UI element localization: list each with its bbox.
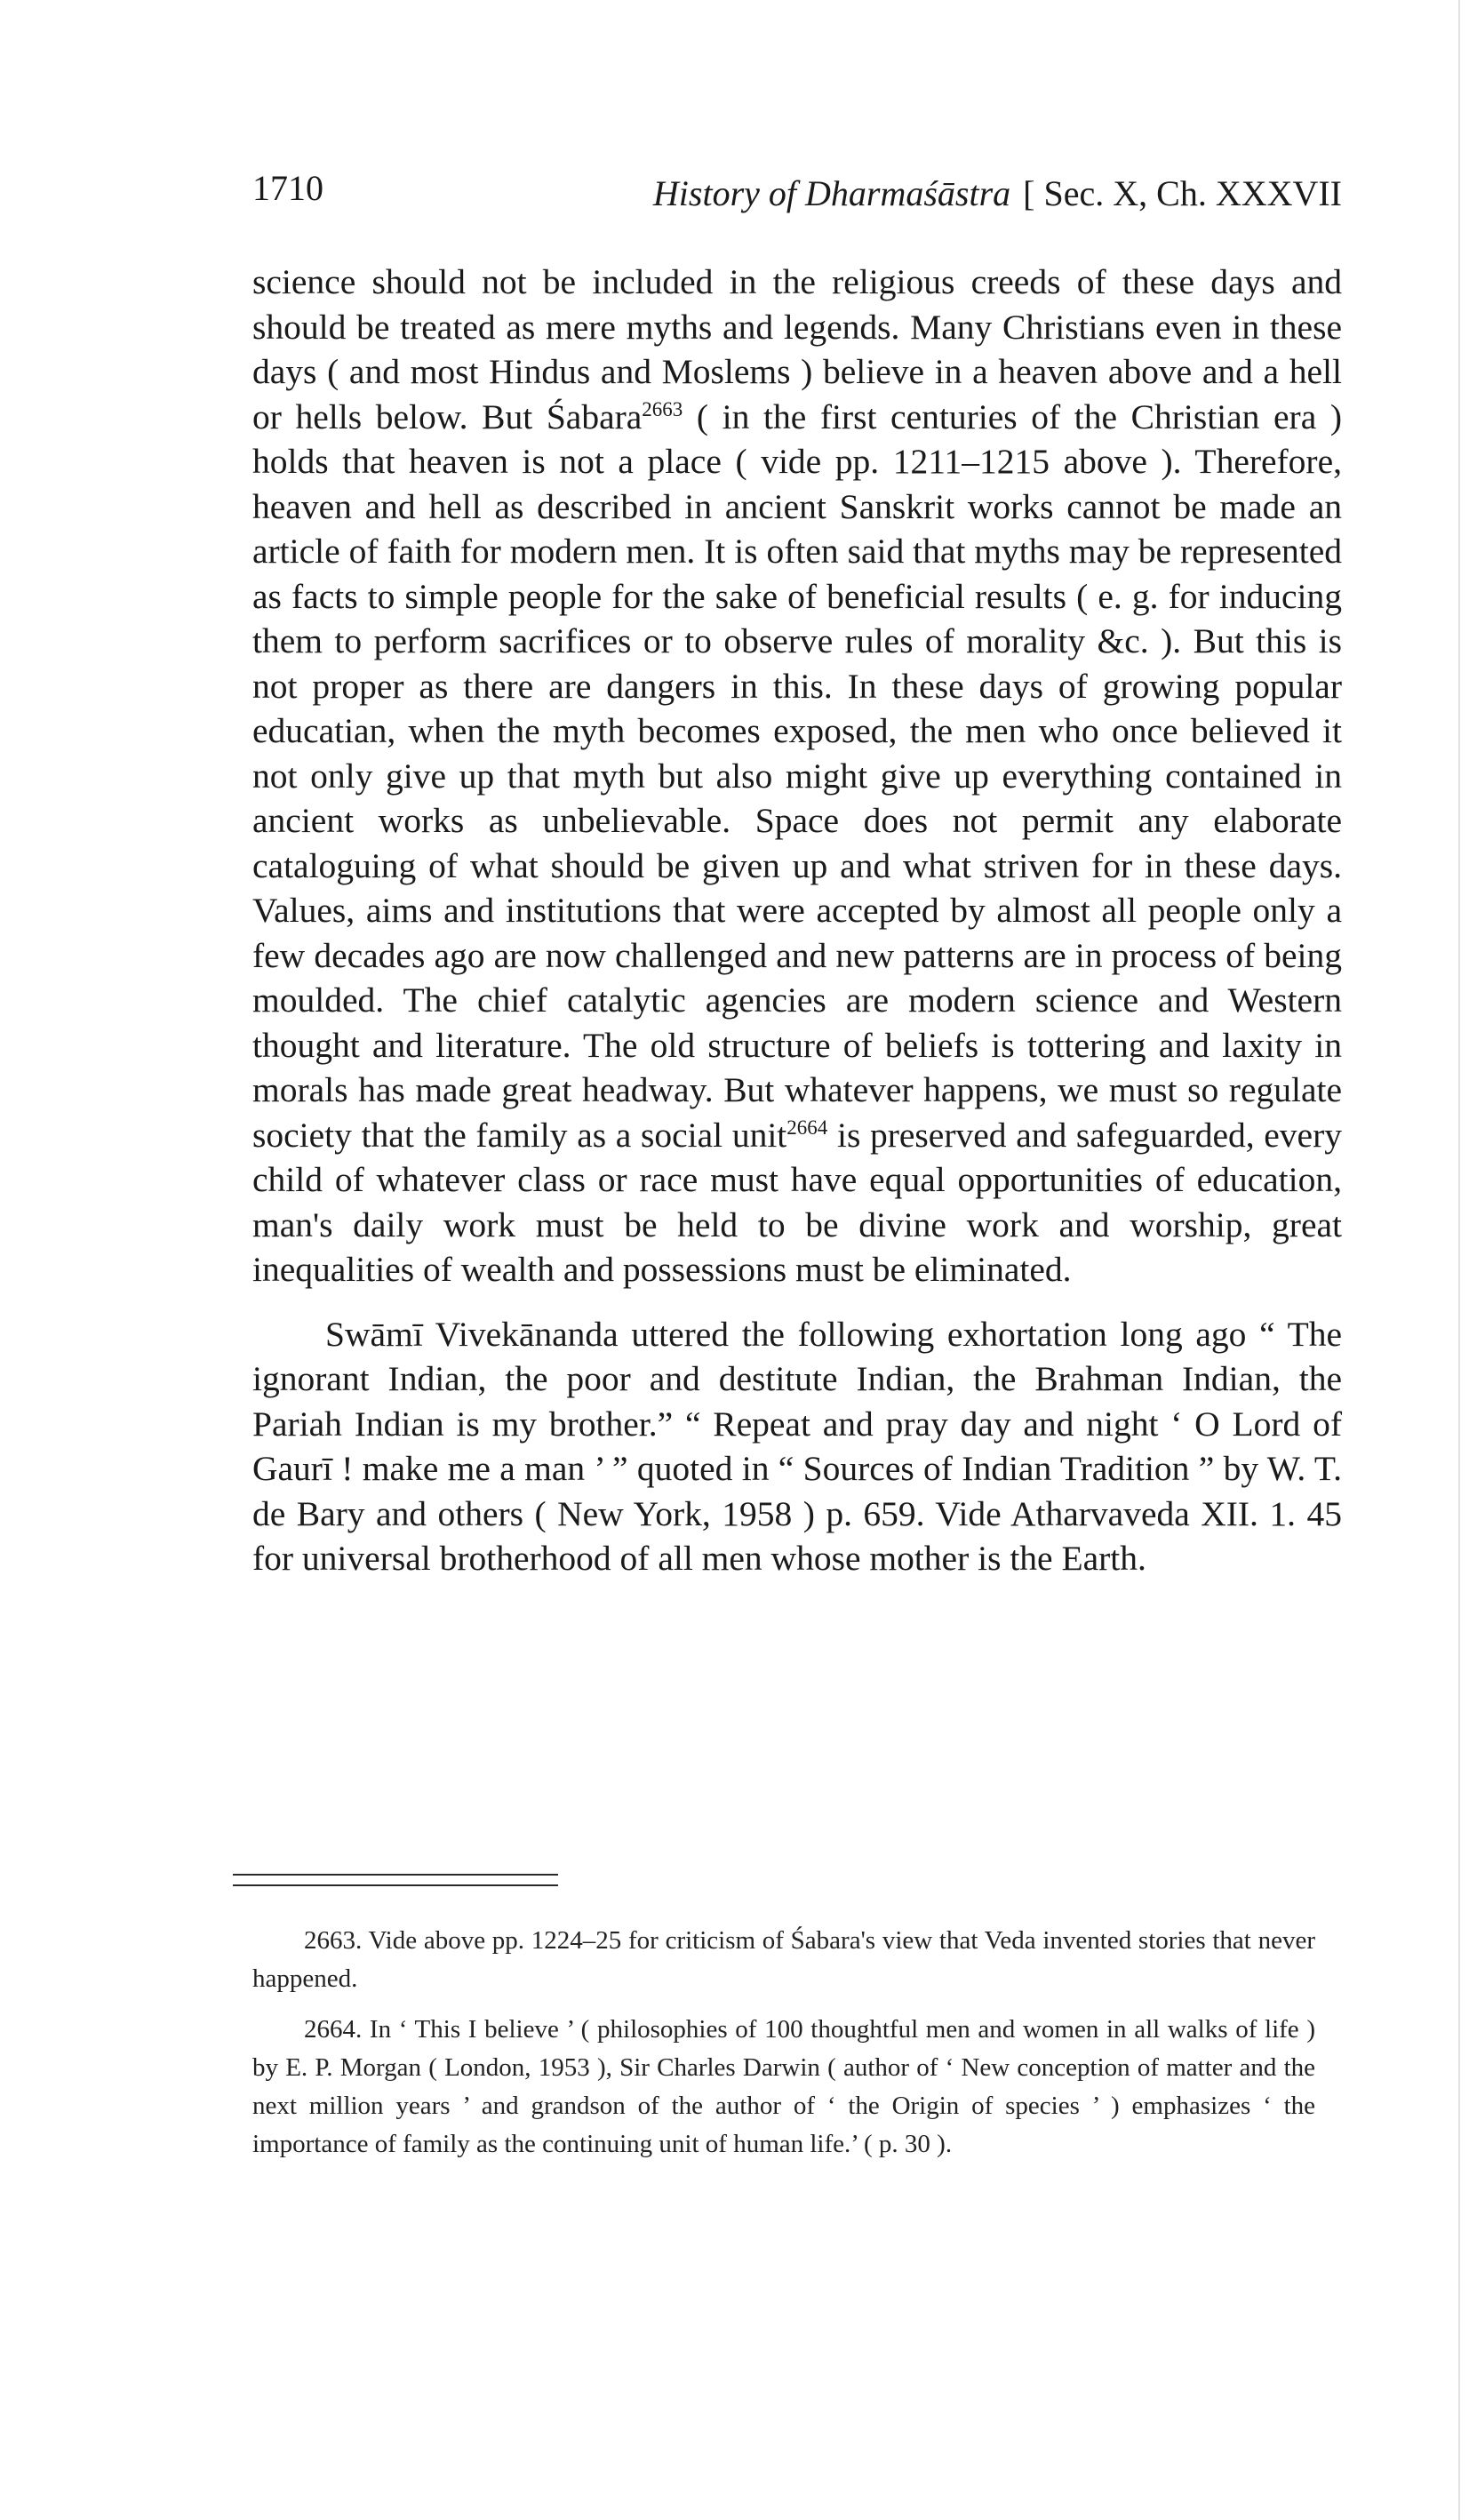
main-text [252, 260, 1342, 1581]
running-header [252, 162, 1342, 224]
footnotes [252, 1922, 1315, 2164]
paragraph-1-text-c: is preserved and safeguarded, every child of whatever class or race must have equal opportunities of education, man's daily work must be held to be divine work and worship, great inequalities of wealth and possessions must be eliminated. [252, 1115, 1342, 1289]
section-label: [ Sec. X, Ch. XXXVII [1023, 173, 1342, 213]
paragraph-1-text-b: ( in the first centuries of the Christian era ) holds that heaven is not a place ( vide pp. 1211–1215 above ). Therefore, heaven and hell as described in ancient Sanskrit works cannot be made an article of faith for modern men. It is often said that myths may be represented as facts to simple people for the sake of beneficial results ( e. g. for inducing them to perform sacrifices or to observe rules of morality &c. ). But this is not proper as there are dangers in this. In these days of growing popular educatian, when the myth becomes exposed, the men who once believed it not only give up that myth but also might give up everything contained in ancient works as unbelievable. Space does not permit any elaborate cataloguing of what should be given up and what striven for in these days. Values, aims and institutions that were accepted by almost all people only a few decades ago are now challenged and new patterns are in process of being moulded. The chief catalytic agencies are modern science and Western thought and literature. The old structure of beliefs is tottering and laxity in morals has made great headway. But whatever happens, we must so regulate society that the family as a social unit [252, 396, 1342, 1155]
footnote-separator [233, 1874, 558, 1886]
body-paragraph-1 [252, 260, 1342, 1292]
page-edge-line [1458, 0, 1460, 2520]
page-number: 1710 [252, 168, 323, 208]
footnote-ref-2663: 2663 [642, 397, 683, 420]
paragraph-1-text-a: science should not be included in the religious creeds of these days and should be treated as mere myths and legends. Many Christians even in these days ( and most Hindus and Moslems ) believe in a heaven above and a hell or hells below. But Śabara [252, 262, 1342, 436]
body-paragraph-2: Swāmī Vivekānanda uttered the following exhortation long ago “ The ignorant Indian, the poor and destitute Indian, the Brahman Indian, the Pariah Indian is my brother.” “ Repeat and pray day and night ‘ O Lord of Gaurī ! make me a man ’ ” quoted in “ Sources of Indian Tradition ” by W. T. de Bary and others ( New York, 1958 ) p. 659. Vide Atharvaveda XII. 1. 45 for universal brotherhood of all men whose mother is the Earth. [252, 1314, 1342, 1578]
footnote-2663: 2663. Vide above pp. 1224–25 for criticism of Śabara's view that Veda invented stories that never happened. [252, 1926, 1315, 1993]
book-title: History of Dharmaśāstra [652, 173, 1011, 213]
footnote-2664: 2664. In ‘ This I believe ’ ( philosophies of 100 thoughtful men and women in all walks of life ) by E. P. Morgan ( London, 1953 ), Sir Charles Darwin ( author of ‘ New conception of matter and the next million years ’ and grandson of the author of ‘ the Origin of species ’ ) emphasizes ‘ the importance of family as the continuing unit of human life.’ ( p. 30 ). [252, 2015, 1315, 2158]
footnote-ref-2664: 2664 [786, 1116, 828, 1139]
running-title [653, 172, 1342, 214]
